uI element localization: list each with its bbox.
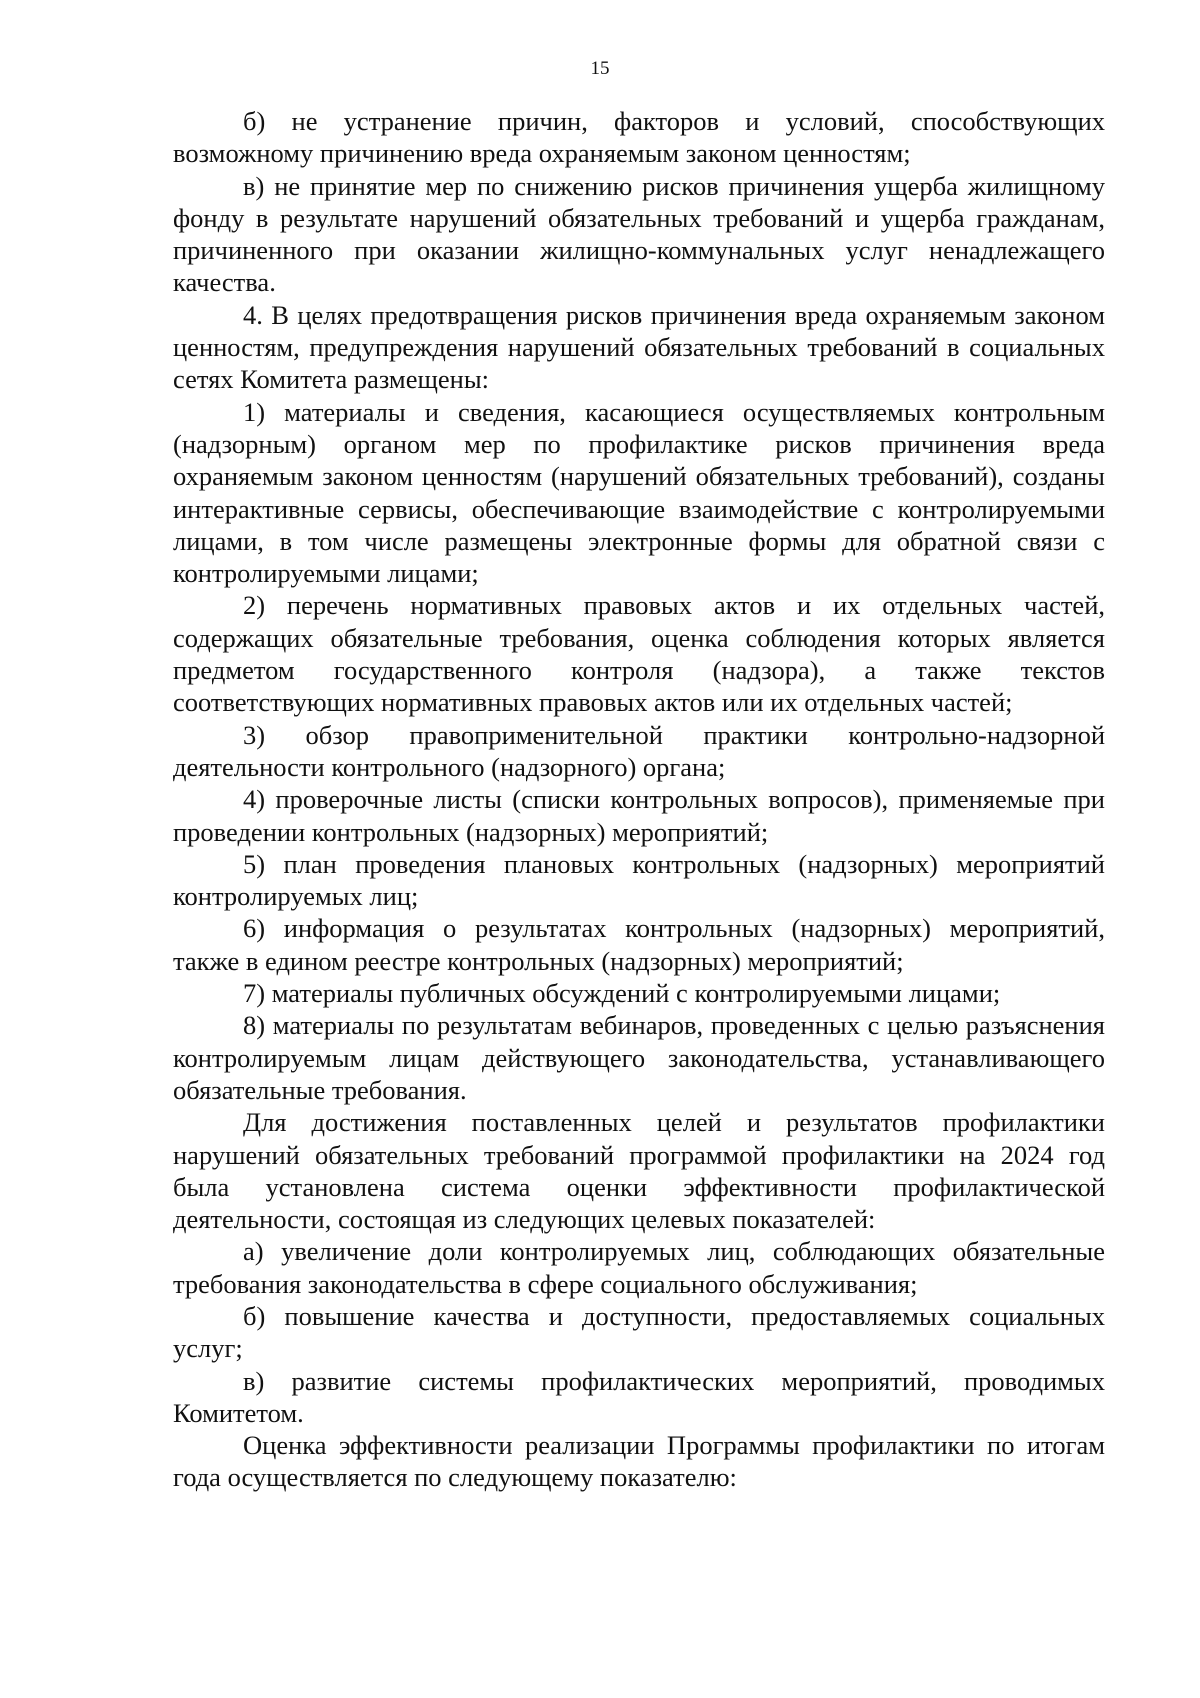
list-item-7-public-discussions: 7) материалы публичных обсуждений с контролируемыми лицами; [243,978,1001,1009]
paragraph-v-not-taking-measures: в) не принятие мер по снижению рисков причинения ущерба жилищному фонду в результате нарушений обязательных требований и ущерба гражданам, причиненного при оказании жилищно-коммунальных услуг ненадлежащего качества. [173,170,1105,298]
paragraph-b-not-eliminating-causes: б) не устранение причин, факторов и условий, способствующих возможному причинению вреда охраняемым законом ценностям; [173,106,1105,169]
indicator-b-service-quality: б) повышение качества и доступности, предоставляемых социальных услуг; [173,1300,1105,1364]
list-item-3-practice-review: 3) обзор правоприменительной практики контрольно-надзорной деятельности контрольного (надзорного) органа; [173,719,1105,782]
list-item-2-regulations: 2) перечень нормативных правовых актов и их отдельных частей, содержащих обязательные требования, оценка соблюдения которых является предметом государственного контроля (надзора), а также текстов соответствующих нормативных правовых актов или их отдельных частей; [173,590,1105,718]
indicator-v-prevention-system: в) развитие системы профилактических мероприятий, проводимых Комитетом. [173,1365,1105,1428]
paragraph-program-evaluation: Оценка эффективности реализации Программы профилактики по итогам года осуществляется по следующему показателю: [173,1430,1105,1493]
list-item-4-checklists: 4) проверочные листы (списки контрольных вопросов), применяемые при проведении контрольных (надзорных) мероприятий; [173,784,1105,847]
list-item-1-materials: 1) материалы и сведения, касающиеся осуществляемых контрольным (надзорным) органом мер по профилактике рисков причинения вреда охраняемым законом ценностям (нарушений обязательных требований), созданы интерактивные сервисы, обеспечивающие взаимодействие с контролируемыми лицами, в том числе размещены электронные формы для обратной связи с контролируемыми лицами; [173,396,1105,589]
list-item-6-results-info: 6) информация о результатах контрольных (надзорных) мероприятий, также в едином реестре контрольных (надзорных) мероприятий; [173,913,1105,976]
document-body [173,105,1105,1494]
paragraph-4-social-networks: 4. В целях предотвращения рисков причинения вреда охраняемым законом ценностям, предупреждения нарушений обязательных требований в социальных сетях Комитета размещены: [173,299,1105,395]
list-item-5-inspection-plan: 5) план проведения плановых контрольных (надзорных) мероприятий контролируемых лиц; [173,848,1105,912]
paragraph-evaluation-system: Для достижения поставленных целей и результатов профилактики нарушений обязательных требований программой профилактики на 2024 год была установлена система оценки эффективности профилактической деятельности, состоящая из следующих целевых показателей: [173,1107,1105,1235]
list-item-8-webinars: 8) материалы по результатам вебинаров, проведенных с целью разъяснения контролируемым лицам действующего законодательства, устанавливающего обязательные требования. [173,1010,1105,1105]
indicator-a-compliance-share: а) увеличение доли контролируемых лиц, соблюдающих обязательные требования законодательства в сфере социального обслуживания; [173,1236,1105,1299]
page-number: 15 [590,58,610,79]
